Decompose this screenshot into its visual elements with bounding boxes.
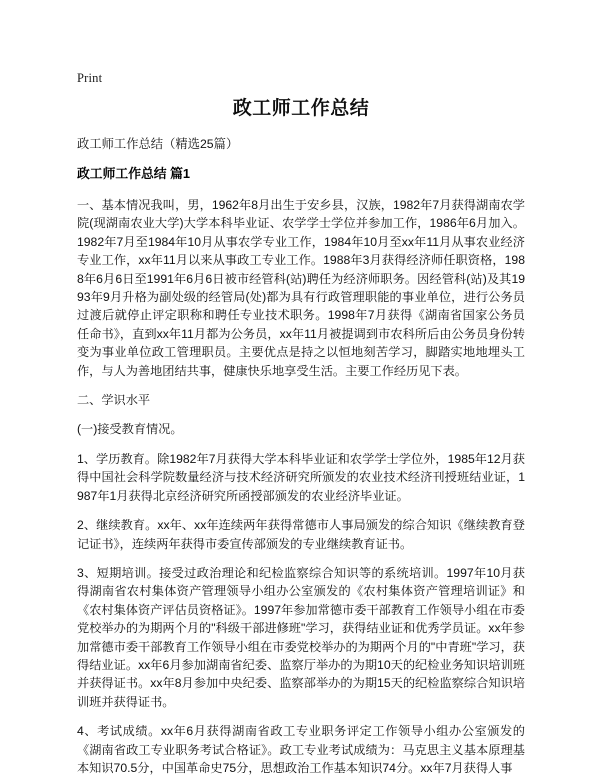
document-content bbox=[77, 96, 525, 777]
document-subtitle: 政工师工作总结（精选25篇） bbox=[77, 137, 239, 151]
body-paragraph: 二、学识水平 bbox=[77, 393, 151, 408]
print-link[interactable]: Print bbox=[77, 71, 103, 85]
body-paragraph: 2、继续教育。xx年、xx年连续两年获得常德市人事局颁发的综合知识《继续教育登记证书》，连续两年获得市委宣传部颁发的专业继续教育证书。 bbox=[77, 518, 525, 551]
body-paragraph: 4、考试成绩。xx年6月获得湖南省政工专业职务评定工作领导小组办公室颁发的《湖南省政工专业职务考试合格证》。政工专业考试成绩为：马克思主义基本原理基本知识70.5分，中国革命史75分，思想政治工作基本知识74分。xx年7月获得人事 bbox=[77, 724, 525, 775]
body-paragraph: 1、学历教育。除1982年7月获得大学本科毕业证和农学学士学位外，1985年12月获得中国社会科学院数量经济与技术经济研究所颁发的农业技术经济刊授班结业证，1987年1月获得北京经济研究所函授部颁发的农业经济毕业证。 bbox=[77, 451, 525, 503]
page-title: 政工师工作总结 bbox=[232, 98, 370, 119]
body-paragraph: 一、基本情况我叫，男，1962年8月出生于安乡县，汉族，1982年7月获得湖南农学院(现湖南农业大学)大学本科毕业证、农学学士学位并参加工作，1986年6月加入。1982年7月至1984年10月从事农学专业工作，1984年10月至xx年11月从事农业经济专业工作，xx年11月以来从事政工专业工作。1988年3月获得经济师任职资格，1988年6月6日至1991年6月6日被市经管科(站)聘任为经济师职务。因经管科(站)及其1993年9月升格为副处级的经管局(处)都为具有行政管理职能的事业单位，进行公务员过渡后就停止评定职称和聘任专业技术职务。1998年7月获得《湖南省国家公务员任命书》，直到xx年11月都为公务员，xx年11月被提调到市农科所后由公务员身份转变为事业单位政工管理职员。主要优点是持之以恒地刻苦学习，脚踏实地地埋头工作，与人为善地团结共事，健康快乐地享受生活。主要工作经历见下表。 bbox=[77, 198, 525, 378]
section-heading: 政工师工作总结 篇1 bbox=[77, 166, 191, 181]
body-paragraph: 3、短期培训。接受过政治理论和纪检监察综合知识等的系统培训。1997年10月获得湖南省农村集体资产管理领导小组办公室颁发的《农村集体资产管理培训证》和《农村集体资产评估员资格证》。1997年参加常德市委干部教育工作领导小组在市委党校举办的为期两个月的"科级干部进修班"学习，获得结业证和优秀学员证。xx年参加常德市委干部教育工作领导小组在市委党校举办的为期两个月的"中青班"学习，获得结业证。xx年6月参加湖南省纪委、监察厅举办的为期10天的纪检业务知识培训班并获得证书。xx年8月参加中央纪委、监察部举办的为期15天的纪检监察综合知识培训班并获得证书。 bbox=[77, 565, 525, 709]
body-paragraph: (一)接受教育情况。 bbox=[77, 422, 183, 437]
